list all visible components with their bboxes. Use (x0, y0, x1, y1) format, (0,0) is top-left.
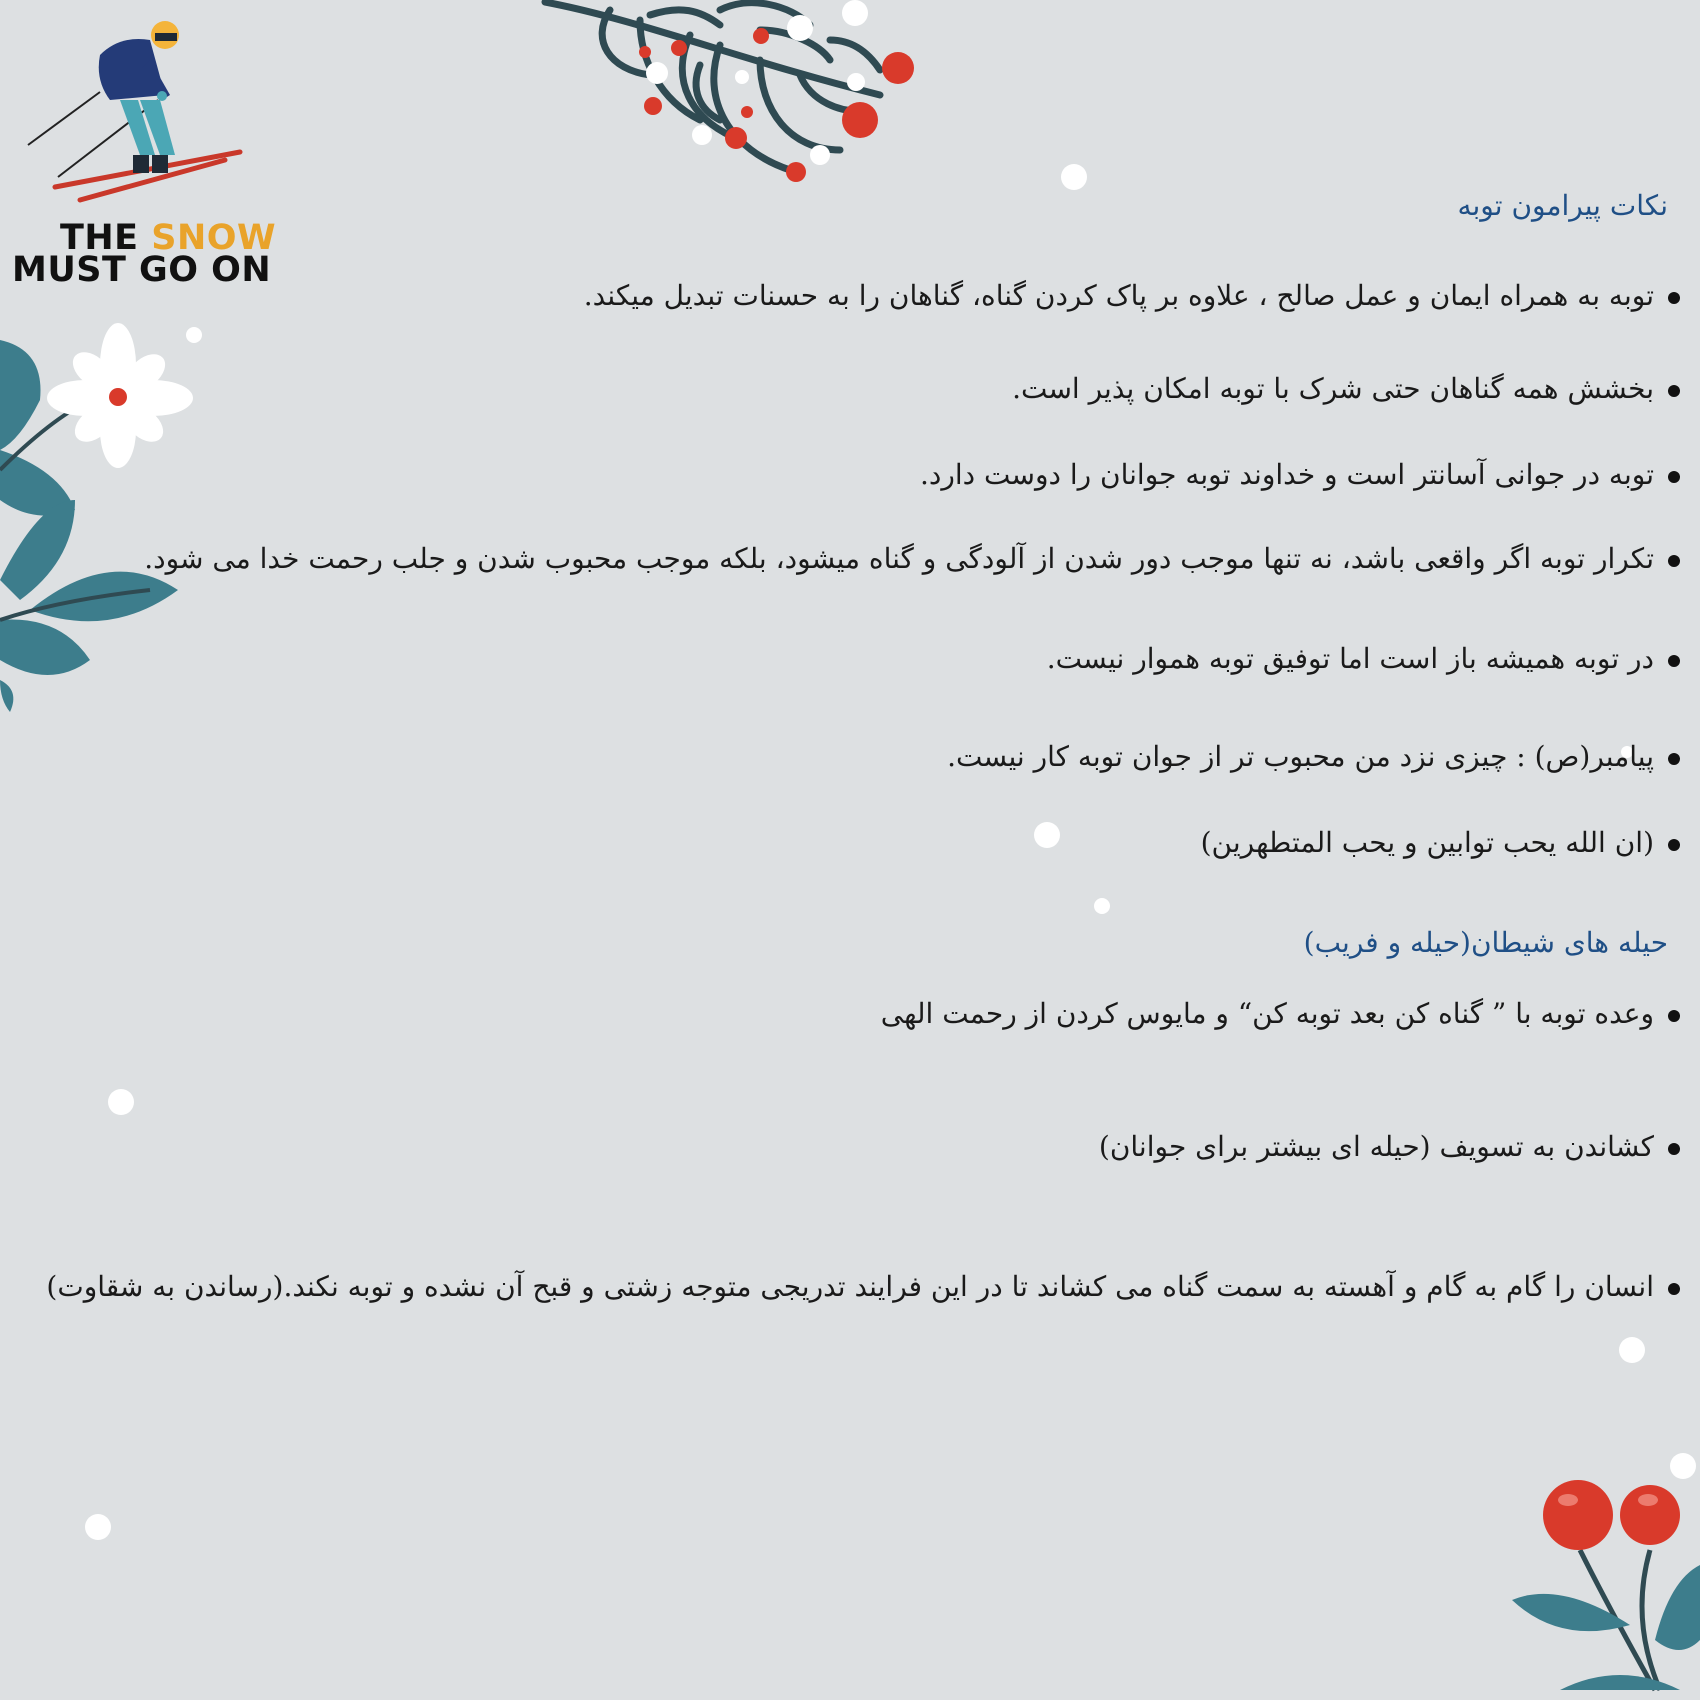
berry-branch-top (545, 2, 880, 170)
list-item (46, 1270, 1680, 1303)
skier-illustration (28, 21, 240, 200)
bullet-dot (1668, 839, 1680, 851)
list-item-text: انسان را گام به گام و آهسته به سمت گناه می کشاند تا در این فرایند تدریجی متوجه زشتی و قبح آن نشده و توبه نکند.(رساندن به شقاوت) (46, 1270, 1654, 1303)
bullet-dot (1668, 385, 1680, 397)
logo (12, 218, 277, 290)
logo-line-2: MUST GO ON (12, 250, 272, 290)
list-item (920, 458, 1680, 491)
bullet-dot (1668, 655, 1680, 667)
list-item (1099, 1130, 1680, 1163)
bullet-dot (1668, 292, 1680, 304)
section-title-repentance: نکات پیرامون توبه (1457, 189, 1668, 222)
bullet-dot (1668, 1010, 1680, 1022)
list-item-text: بخشش همه گناهان حتی شرک با توبه امکان پذیر است. (1012, 372, 1654, 405)
bullet-dot (1668, 1283, 1680, 1295)
list-item-text: پیامبر(ص) : چیزی نزد من محبوب تر از جوان توبه کار نیست. (947, 740, 1654, 773)
list-item-text: توبه به همراه ایمان و عمل صالح ، علاوه بر پاک کردن گناه، گناهان را به حسنات تبدیل میکند. (583, 279, 1654, 312)
list-item (1047, 642, 1680, 675)
list-item (584, 279, 1680, 312)
berries-bottom-right (1512, 1480, 1700, 1690)
logo-word-snow: SNOW (151, 218, 277, 258)
list-item-text: در توبه همیشه باز است اما توفیق توبه هموار نیست. (1046, 642, 1654, 675)
list-item (881, 997, 1680, 1030)
list-item (1012, 372, 1680, 405)
bullet-dot (1668, 753, 1680, 765)
list-item-text: (ان الله یحب توابین و یحب المتطهرین) (1200, 826, 1654, 859)
bullet-dot (1668, 471, 1680, 483)
bullet-dot (1668, 555, 1680, 567)
list-item (947, 740, 1680, 773)
white-flower (47, 323, 193, 468)
list-item-text: کشاندن به تسویف (حیله ای بیشتر برای جوانان) (1098, 1130, 1654, 1163)
bullet-dot (1668, 1143, 1680, 1155)
list-item-text: تکرار توبه اگر واقعی باشد، نه تنها موجب دور شدن از آلودگی و گناه میشود، بلکه موجب محبوب شدن و جلب رحمت خدا می شود. (144, 542, 1654, 575)
logo-word-the: THE (60, 218, 139, 258)
section-title-satan-tricks: حیله های شیطان(حیله و فریب) (1303, 926, 1668, 959)
list-item (1201, 826, 1680, 859)
list-item-text: وعده توبه با ” گناه کن بعد توبه کن“ و مایوس کردن از رحمت الهی (880, 997, 1654, 1030)
list-item (144, 542, 1680, 575)
list-item-text: توبه در جوانی آسانتر است و خداوند توبه جوانان را دوست دارد. (919, 458, 1654, 491)
